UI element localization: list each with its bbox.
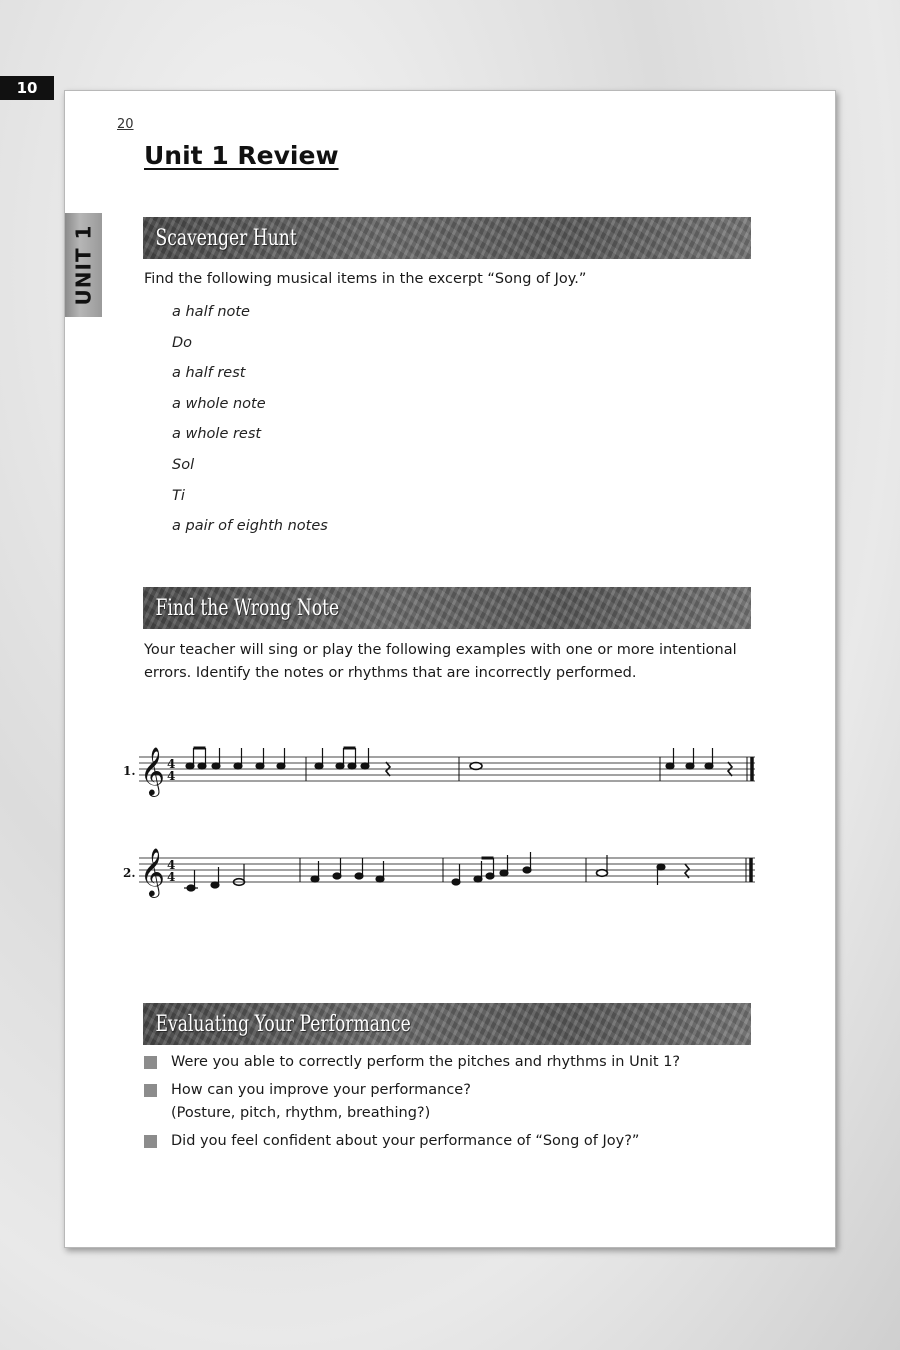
list-item: a whole note [172, 395, 266, 412]
preview-page-badge: 10 [0, 76, 54, 100]
treble-clef-icon: 𝄞 [140, 746, 165, 795]
question-text: Did you feel confident about your performance of “Song of Joy?” [171, 1133, 640, 1149]
square-bullet-icon [144, 1135, 157, 1148]
example-label: 1. [123, 764, 136, 778]
time-signature-top: 4 [167, 858, 176, 872]
wrong-note-instructions: Your teacher will sing or play the following examples with one or more intentional errors. Identify the notes or rhythms that are incorrectly performed. [144, 642, 737, 681]
list-item: Do [172, 334, 193, 351]
list-item [144, 1130, 754, 1153]
unit-side-tab [65, 213, 102, 317]
list-item: a half rest [172, 365, 246, 382]
time-signature-top: 4 [167, 757, 176, 771]
question-text: How can you improve your performance? (Posture, pitch, rhythm, breathing?) [171, 1082, 471, 1121]
list-item: a whole rest [172, 426, 262, 443]
staff-2 [123, 833, 763, 913]
page-number: 20 [117, 117, 134, 132]
unit-side-tab-label: UNIT 1 [71, 224, 96, 306]
list-item [144, 1079, 754, 1125]
question-text: Were you able to correctly perform the pitches and rhythms in Unit 1? [171, 1054, 681, 1070]
list-item: Ti [172, 487, 185, 504]
evaluating-banner [143, 1003, 751, 1045]
book-page [64, 90, 836, 1248]
music-example-1 [123, 727, 763, 807]
list-item [144, 1051, 754, 1074]
square-bullet-icon [144, 1056, 157, 1069]
staff-1 [123, 727, 763, 807]
list-item: Sol [172, 456, 195, 473]
evaluating-heading: Evaluating Your Performance [155, 1011, 411, 1037]
example-label: 2. [123, 866, 136, 880]
list-item: a pair of eighth notes [172, 518, 328, 535]
music-example-2 [123, 833, 763, 913]
evaluation-question-list [144, 1051, 754, 1158]
scavenger-item-list [172, 297, 328, 542]
wrong-note-banner [143, 587, 751, 629]
page-title: Unit 1 Review [144, 141, 339, 170]
wrong-note-heading: Find the Wrong Note [155, 595, 340, 621]
treble-clef-icon: 𝄞 [140, 847, 165, 896]
square-bullet-icon [144, 1084, 157, 1097]
list-item: a half note [172, 304, 250, 320]
time-signature-bottom: 4 [167, 870, 176, 884]
scavenger-hunt-heading: Scavenger Hunt [155, 225, 297, 251]
scavenger-instructions: Find the following musical items in the excerpt “Song of Joy.” [144, 271, 587, 287]
time-signature-bottom: 4 [167, 769, 176, 783]
scavenger-hunt-banner [143, 217, 751, 259]
